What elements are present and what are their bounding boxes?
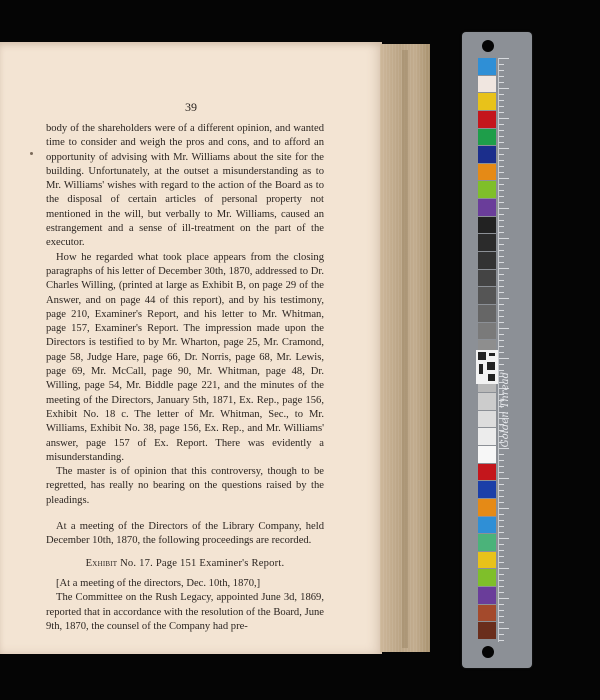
color-patch [478, 552, 496, 569]
scale-tick [499, 532, 504, 533]
exhibit-heading-prefix: Exhibit [85, 557, 118, 569]
scale-tick [499, 616, 504, 617]
color-patch [478, 199, 496, 216]
color-patch [478, 534, 496, 551]
scale-tick [499, 64, 504, 65]
color-patch [478, 622, 496, 639]
color-patch [478, 464, 496, 481]
paragraph-1: body of the shareholders were of a different opinion, and wanted time to consider and weigh the pros and cons, and to afford an opportunity of advising with Mr. Williams about the site for the building. Unfortunately, at the outset a misunderstanding as to Mr. Williams' wishes with regard to the action of the Board as to the disposal of certain articles of personal property not mentioned in the will, but verbally to Mr. Williams, caused an estrangement and a sense of ill-treatment on the part of the executor. [46, 123, 324, 249]
scale-tick [499, 148, 509, 149]
scale-tick [499, 172, 504, 173]
color-patch [478, 305, 496, 322]
color-patch [478, 234, 496, 251]
scale-tick [499, 166, 504, 167]
scale-tick [499, 556, 504, 557]
color-patch [478, 587, 496, 604]
color-patch [478, 428, 496, 445]
scale-tick [499, 88, 509, 89]
scale-tick [499, 478, 509, 479]
color-patch [478, 323, 496, 340]
scale-tick [499, 364, 504, 365]
color-patch [478, 393, 496, 410]
color-patch [478, 287, 496, 304]
scale-tick [499, 310, 504, 311]
scale-tick [499, 232, 504, 233]
scale-tick [499, 268, 509, 269]
page-speck [30, 152, 33, 155]
scale-tick [499, 262, 504, 263]
scale-tick [499, 316, 504, 317]
scale-tick [499, 568, 509, 569]
color-patch [478, 58, 496, 75]
color-patch [478, 217, 496, 234]
scale-tick [499, 640, 504, 641]
scale-tick [499, 550, 504, 551]
scale-tick [499, 70, 504, 71]
page-text-block [46, 122, 324, 634]
scale-tick [499, 472, 504, 473]
color-patch [478, 569, 496, 586]
scale-tick [499, 124, 504, 125]
page-number: 39 [185, 100, 197, 114]
scale-tick [499, 448, 509, 449]
paragraph-4: At a meeting of the Directors of the Library Company, held December 10th, 1870, the following proceedings are recorded. [46, 521, 324, 547]
color-patch [478, 605, 496, 622]
scale-tick [499, 484, 504, 485]
scale-tick [499, 544, 504, 545]
scale-tick [499, 154, 504, 155]
color-patch [478, 164, 496, 181]
scale-tick [499, 220, 504, 221]
color-patch [478, 446, 496, 463]
scale-tick [499, 196, 504, 197]
scale-tick [499, 340, 504, 341]
card-hole-top [482, 40, 494, 52]
scale-tick [499, 598, 509, 599]
scale-tick [499, 466, 504, 467]
scale-tick [499, 604, 504, 605]
exhibit-heading-rest: No. 17. Page 151 Examiner's Report. [117, 557, 285, 569]
paragraph-2: How he regarded what took place appears from the closing paragraphs of his letter of December 30th, 1870, addressed to Dr. Charles Willing, (printed at large as Exhibit B, on page 29 of the Answer, and on page 44 of this report), and by his testimony, page 210, Examiner's Report, and his letter to Mr. Whitman, page 157, Examiner's Report. The impression made upon the Directors is testified to by Mr. Wharton, page 25, Mr. Cramond, page 58, Judge Hare, page 66, Dr. Norris, page 68, Mr. Lewis, page 69, Mr. McCall, page 90, Mr. Whitman, page 48, Dr. Willing, page 54, Mr. Biddle page 221, and the minutes of the meeting of the Directors, January 5th, 1871, Ex. Rep., page 156, Exhibit No. 18 c. The letter of Mr. Whitman, Sec., to Mr. Williams, Exhibit No. 38, page 156, Ex. Rep., and Mr. Williams' answer, page 157 of Ex. Report. There was evidently a misunderstanding. [46, 251, 324, 463]
color-patch [478, 517, 496, 534]
scale-tick [499, 100, 504, 101]
color-patch [478, 129, 496, 146]
scale-tick [499, 160, 504, 161]
scale-tick [499, 370, 504, 371]
qr-code-label [476, 350, 498, 384]
color-patch [478, 93, 496, 110]
scale-tick [499, 190, 504, 191]
scale-tick [499, 334, 504, 335]
scale-tick [499, 454, 504, 455]
color-patch [478, 76, 496, 93]
scale-tick [499, 562, 504, 563]
scale-tick [499, 538, 509, 539]
scale-tick [499, 358, 509, 359]
scale-tick [499, 508, 509, 509]
measurement-scale [498, 58, 515, 642]
paragraph-3: The master is of opinion that this controversy, though to be regretted, has really no bearing on the questions raised by the pleadings. [46, 466, 324, 506]
scale-tick [499, 106, 504, 107]
scale-tick [499, 214, 504, 215]
scale-tick [499, 514, 504, 515]
scale-tick [499, 346, 504, 347]
color-patch [478, 181, 496, 198]
scale-tick [499, 304, 504, 305]
scale-tick [499, 118, 509, 119]
scale-tick [499, 520, 504, 521]
color-patch [478, 270, 496, 287]
scale-tick [499, 328, 509, 329]
scale-tick [499, 130, 504, 131]
scale-tick [499, 226, 504, 227]
scale-tick [499, 58, 509, 59]
exhibit-heading [46, 557, 324, 571]
scale-tick [499, 280, 504, 281]
bracket-line: [At a meeting of the directors, Dec. 10th, 1870,] [56, 577, 261, 589]
scale-tick [499, 628, 509, 629]
scale-tick [499, 298, 509, 299]
color-patch [478, 146, 496, 163]
color-patch [478, 411, 496, 428]
book-edge-shadow [402, 50, 408, 648]
scale-tick [499, 244, 504, 245]
scale-tick [499, 94, 504, 95]
scale-tick [499, 502, 504, 503]
scale-tick [499, 496, 504, 497]
scale-tick [499, 178, 509, 179]
scale-tick [499, 256, 504, 257]
color-calibration-card [462, 32, 532, 668]
scale-tick [499, 460, 504, 461]
scale-tick [499, 352, 504, 353]
color-patch [478, 111, 496, 128]
scale-tick [499, 112, 504, 113]
scale-tick [499, 274, 504, 275]
scale-tick [499, 526, 504, 527]
scale-tick [499, 634, 504, 635]
scale-tick [499, 76, 504, 77]
card-hole-bottom [482, 646, 494, 658]
scale-tick [499, 286, 504, 287]
scale-tick [499, 208, 509, 209]
scale-tick [499, 202, 504, 203]
scale-tick [499, 238, 509, 239]
scale-tick [499, 184, 504, 185]
scale-tick [499, 610, 504, 611]
scale-tick [499, 580, 504, 581]
final-paragraph: The Committee on the Rush Legacy, appointed June 3d, 1869, reported that in accordance with the resolution of the Board, June 9th, 1870, the counsel of the Company had pre- [46, 592, 324, 632]
card-brand-text: Golden Thread [500, 372, 511, 448]
scale-tick [499, 82, 504, 83]
scale-tick [499, 490, 504, 491]
scale-tick [499, 136, 504, 137]
scale-tick [499, 586, 504, 587]
scale-tick [499, 142, 504, 143]
scale-tick [499, 592, 504, 593]
color-patch [478, 499, 496, 516]
scale-tick [499, 322, 504, 323]
scale-tick [499, 250, 504, 251]
scale-tick [499, 622, 504, 623]
color-patch [478, 252, 496, 269]
color-patch [478, 481, 496, 498]
scale-tick [499, 292, 504, 293]
scale-tick [499, 574, 504, 575]
